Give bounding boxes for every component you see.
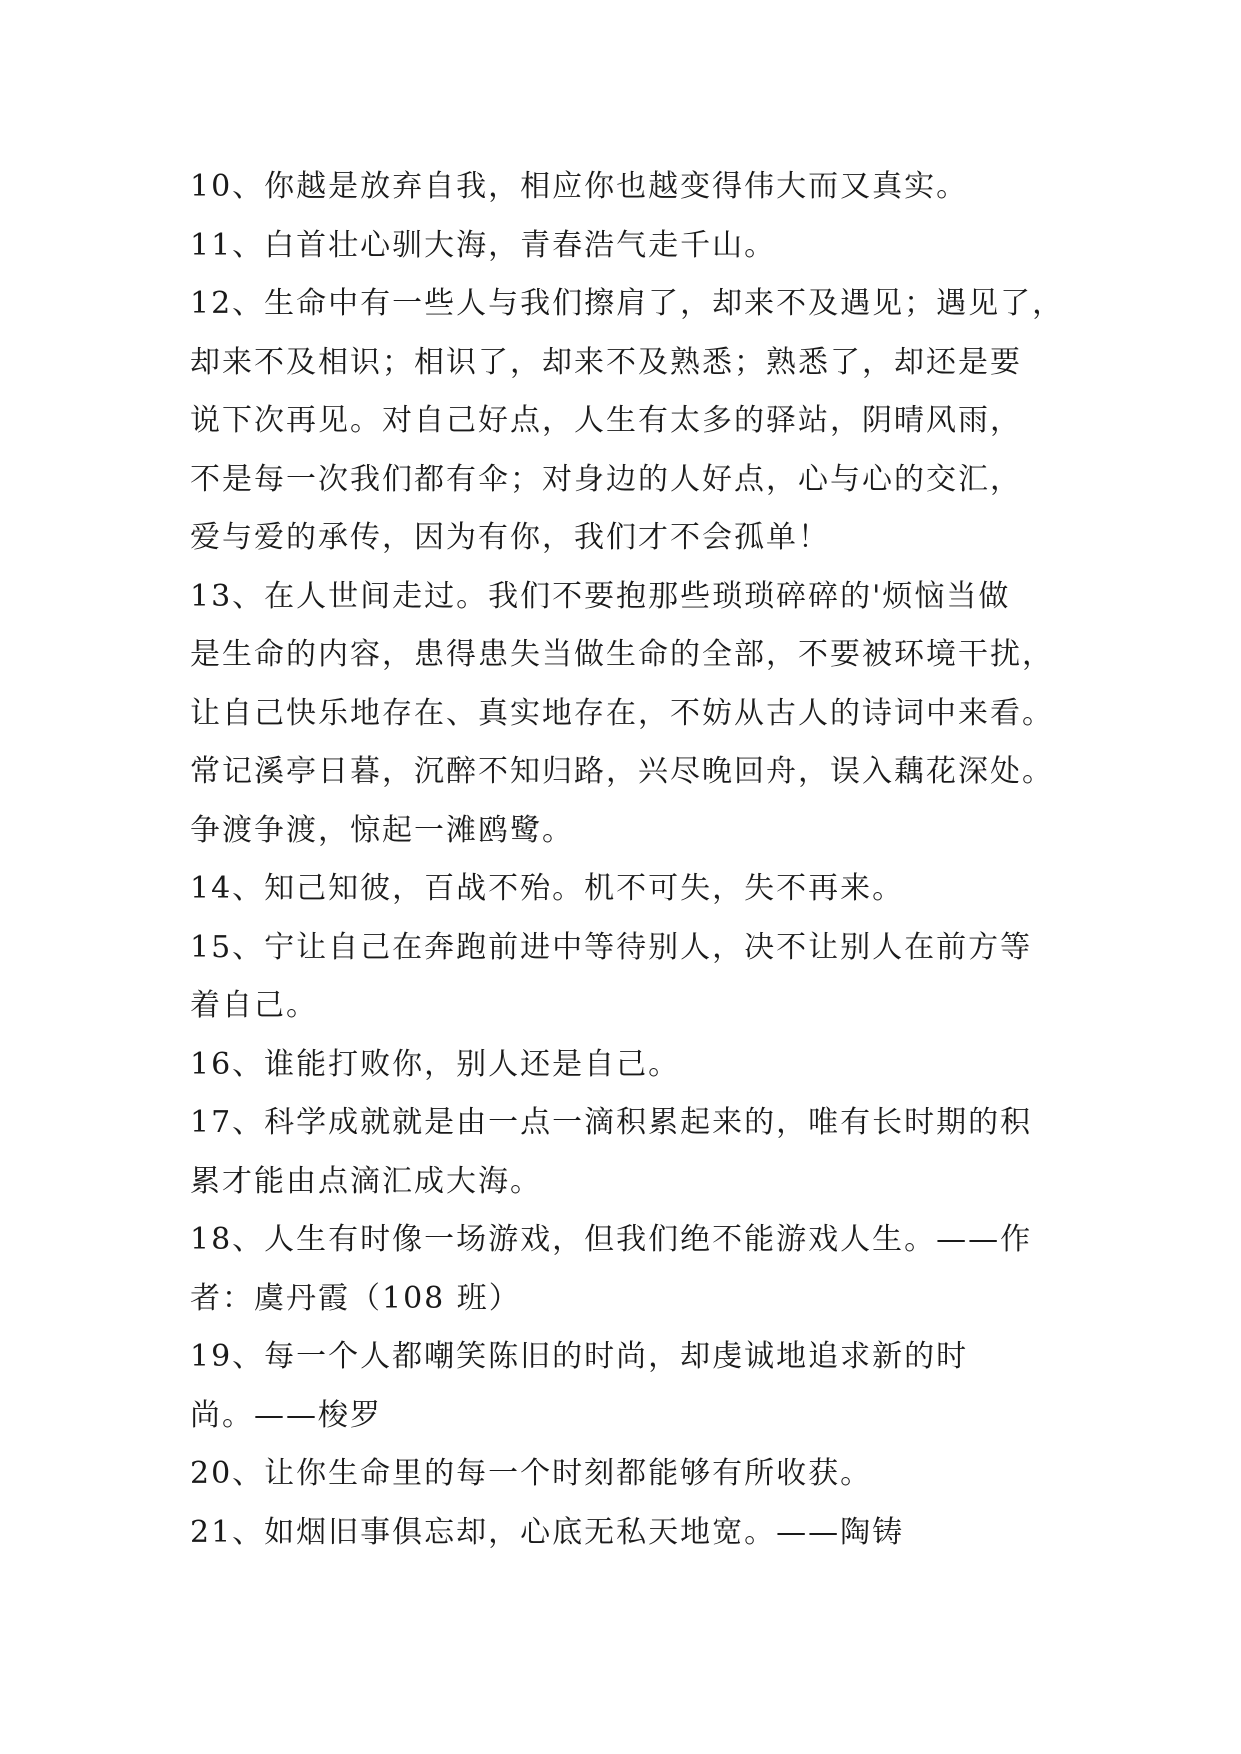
quote-item-10: 10、你越是放弃自我，相应你也越变得伟大而又真实。 <box>190 169 969 204</box>
quote-item-21: 21、如烟旧事俱忘却，心底无私天地宽。——陶铸 <box>190 1514 905 1550</box>
quote-list <box>190 158 1070 1562</box>
quote-item-13: 13、在人世间走过。我们不要抱那些琐琐碎碎的'烦恼当做 是生命的内容，患得患失当做生命的全部，不要被环境干扰， 让自己快乐地存在、真实地存在，不妨从古人的诗词中来看。 常记溪亭日暮，沉醉不知归路，兴尽晚回舟，误入藕花深处。 争渡争渡，惊起一滩鸥鹭。 <box>190 578 1054 848</box>
quote-item-19: 19、每一个人都嘲笑陈旧的时尚，却虔诚地追求新的时 尚。——梭罗 <box>190 1339 969 1433</box>
quote-item-16: 16、谁能打败你，别人还是自己。 <box>190 1046 681 1082</box>
quote-item-17: 17、科学成就就是由一点一滴积累起来的，唯有长时期的积 累才能由点滴汇成大海。 <box>190 1105 1033 1199</box>
quote-item-18: 18、人生有时像一场游戏，但我们绝不能游戏人生。——作 者：虞丹霞（108 班） <box>190 1222 1033 1316</box>
quote-item-11: 11、白首壮心驯大海，青春浩气走千山。 <box>190 227 777 263</box>
quote-item-20: 20、让你生命里的每一个时刻都能够有所收获。 <box>190 1456 873 1491</box>
quote-item-12: 12、生命中有一些人与我们擦肩了，却来不及遇见；遇见了， 却来不及相识；相识了，却来不及熟悉；熟悉了，却还是要 说下次再见。对自己好点，人生有太多的驿站，阴晴风雨， 不是每一次我们都有伞；对身边的人好点，心与心的交汇， 爱与爱的承传，因为有你，我们才不会孤单！ <box>190 286 1065 555</box>
quote-item-15: 15、宁让自己在奔跑前进中等待别人，决不让别人在前方等 着自己。 <box>190 929 1033 1023</box>
quote-item-14: 14、知己知彼，百战不殆。机不可失，失不再来。 <box>190 871 905 906</box>
